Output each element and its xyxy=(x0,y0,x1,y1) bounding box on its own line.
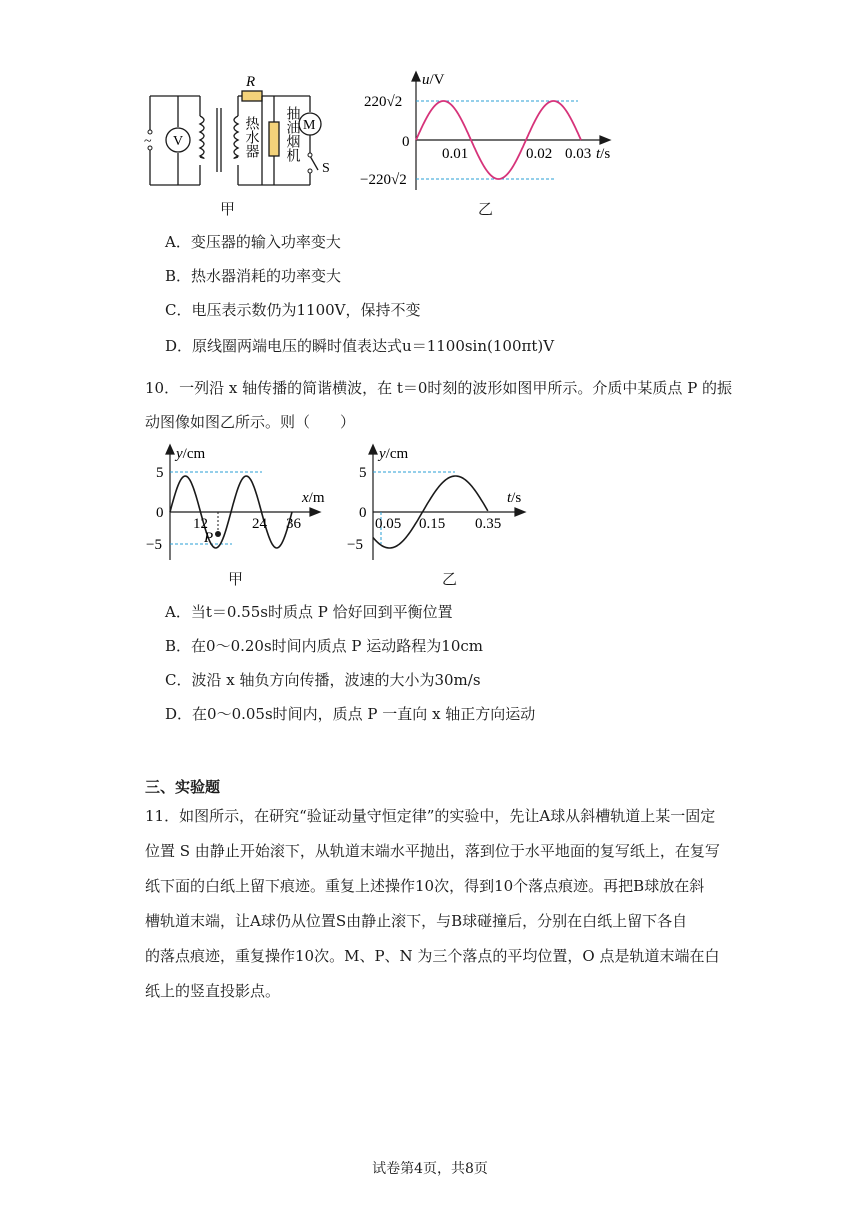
vib-ytick-0: 0 xyxy=(359,505,367,521)
q10-option-d: D．在0～0.05s时间内，质点 P 一直向 x 轴正方向运动 xyxy=(165,705,536,723)
range-hood-label: 抽油烟机 xyxy=(284,106,300,162)
xtick-002: 0.02 xyxy=(526,146,553,162)
point-p xyxy=(215,531,221,537)
q10-stem-line2: 动图像如图乙所示。则（ ） xyxy=(145,413,356,431)
q11-line-4: 槽轨道末端，让A球仍从位置S由静止滚下，与B球碰撞后，分别在白纸上留下各自 xyxy=(145,912,688,930)
q10-option-a: A．当t＝0.55s时质点 P 恰好回到平衡位置 xyxy=(165,603,453,621)
voltmeter-label: V xyxy=(173,134,184,149)
q9-option-b: B．热水器消耗的功率变大 xyxy=(165,267,342,285)
wave-x-axis-label: x/m xyxy=(302,490,325,506)
vib-ytick-neg5: −5 xyxy=(347,537,363,553)
fig2-caption-right: 乙 xyxy=(442,570,458,588)
q10-option-c: C．波沿 x 轴负方向传播，波速的大小为30m/s xyxy=(165,671,481,689)
wave-graph xyxy=(140,440,330,565)
wave-y-axis-label: y/cm xyxy=(176,446,206,462)
section-heading: 三、实验题 xyxy=(145,778,221,796)
q11-line-5: 的落点痕迹，重复操作10次。M、P、N 为三个落点的平均位置，O 点是轨道末端在白 xyxy=(145,947,720,965)
q10-option-b: B．在0～0.20s时间内质点 P 运动路程为10cm xyxy=(165,637,484,655)
ytick-top: 220√2 xyxy=(364,94,403,110)
motor-label: M xyxy=(303,118,316,133)
q9-option-d: D．原线圈两端电压的瞬时值表达式u＝1100sin(100πt)V xyxy=(165,337,555,355)
q9-option-c: C．电压表示数仍为1100V，保持不变 xyxy=(165,301,421,319)
vib-xtick-015: 0.15 xyxy=(419,516,446,532)
wave-ytick-neg5: −5 xyxy=(146,537,162,553)
q9-option-a: A．变压器的输入功率变大 xyxy=(165,233,341,251)
vibration-graph xyxy=(345,440,535,565)
ytick-bottom: −220√2 xyxy=(360,172,407,188)
q11-line-3: 纸下面的白纸上留下痕迹。重复上述操作10次，得到10个落点痕迹。再把B球放在斜 xyxy=(145,877,705,895)
u-axis-label: u/V xyxy=(422,72,445,88)
resistor-label: R xyxy=(246,74,256,90)
wave-xtick-24: 24 xyxy=(252,516,267,532)
wave-xtick-36: 36 xyxy=(286,516,301,532)
wave-xtick-12: 12 xyxy=(193,516,208,532)
q11-line-6: 纸上的竖直投影点。 xyxy=(145,982,281,1000)
q11-line-2: 位置 S 由静止开始滚下，从轨道末端水平抛出，落到位于水平地面的复写纸上，在复写 xyxy=(145,842,720,860)
vib-xtick-005: 0.05 xyxy=(375,516,402,532)
transformer-circuit-diagram xyxy=(140,70,340,190)
point-p-label: P xyxy=(204,530,214,546)
voltage-time-graph xyxy=(360,68,620,198)
vib-y-axis-label: y/cm xyxy=(379,446,409,462)
fig1-caption-left: 甲 xyxy=(220,200,236,218)
ac-source-symbol: ~ xyxy=(144,134,152,149)
q11-line-1: 11．如图所示，在研究“验证动量守恒定律”的实验中，先让A球从斜槽轨道上某一固定 xyxy=(145,807,716,825)
switch-label: S xyxy=(322,161,330,176)
heater-label: 热水器 xyxy=(243,116,259,158)
xtick-003: 0.03 xyxy=(565,146,592,162)
fig2-caption-left: 甲 xyxy=(228,570,244,588)
t-axis-label: t/s xyxy=(596,146,611,162)
q10-stem-line1: 10．一列沿 x 轴传播的简谐横波，在 t＝0时刻的波形如图甲所示。介质中某质点 P 的振 xyxy=(145,379,733,397)
wave-ytick-5: 5 xyxy=(156,465,164,481)
vib-ytick-5: 5 xyxy=(359,465,367,481)
xtick-001: 0.01 xyxy=(442,146,469,162)
origin-label: 0 xyxy=(402,134,410,150)
page-footer: 试卷第4页，共8页 xyxy=(372,1161,488,1177)
wave-ytick-0: 0 xyxy=(156,505,164,521)
vib-x-axis-label: t/s xyxy=(507,490,522,506)
vib-xtick-035: 0.35 xyxy=(475,516,502,532)
fig1-caption-right: 乙 xyxy=(478,200,494,218)
